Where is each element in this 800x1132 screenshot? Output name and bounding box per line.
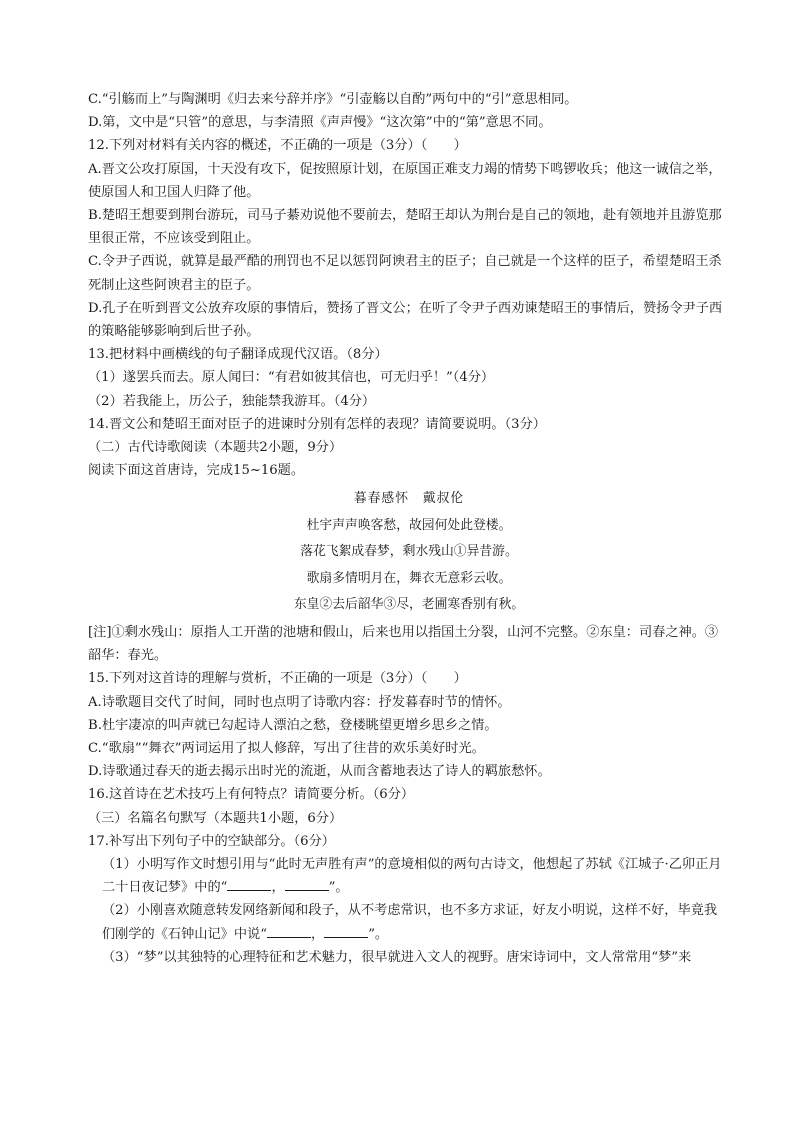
- question-16: 16.这首诗在艺术技巧上有何特点？请简要分析。（6分）: [88, 787, 415, 803]
- poem-line: 歌扇多情明月在，舞衣无意彩云收。: [306, 570, 512, 586]
- q17-p1-sep: ，: [271, 880, 285, 896]
- option-c-q11: C.“引觞而上”与陶渊明《归去来兮辞并序》“引壶觞以自酌”两句中的“引”意思相同。: [88, 92, 578, 107]
- option-b-q12: B.楚昭王想要到荆台游玩，司马子綦劝说他不要前去，楚昭王却认为荆台是自己的领地，赴有领地并且游览那里很正常，不应该受到阻止。: [88, 208, 722, 247]
- option-d-q15: D.诗歌通过春天的逝去揭示出时光的流逝，从而含蓄地表达了诗人的羁旅愁怀。: [88, 764, 551, 780]
- answer-blank[interactable]: [227, 876, 271, 891]
- option-c-q12: C.令尹子西说，就算是最严酷的刑罚也不足以惩罚阿谀君主的臣子；自己就是一个这样的臣子，希望楚昭王杀死制止这些阿谀君主的臣子。: [88, 254, 722, 293]
- poem-block: [88, 486, 730, 619]
- answer-blank[interactable]: [324, 923, 368, 938]
- poem-title: 暮春感怀 戴叔伦: [353, 491, 465, 507]
- question-14: 14.晋文公和楚昭王面对臣子的进谏时分别有怎样的表现？请简要说明。（3分）: [88, 416, 546, 432]
- question-15: 15.下列对这首诗的理解与赏析，不正确的一项是（3分）（ ）: [88, 671, 467, 687]
- question-17: 17.补写出下列句子中的空缺部分。（6分）: [88, 833, 335, 849]
- question-12: 12.下列对材料有关内容的概述，不正确的一项是（3分）（ ）: [88, 138, 467, 154]
- question-17-part3: （3）“梦”以其独特的心理特征和艺术魅力，很早就进入文人的视野。唐宋诗词中，文人常常用“梦”来: [102, 949, 692, 965]
- question-13-part2: （2）若我能上，历公子，独能禁我游耳。（4分）: [88, 393, 376, 409]
- option-d-q12: D.孔子在听到晋文公放弃攻原的事情后，赞扬了晋文公；在听了令尹子西劝谏楚昭王的事情后，赞扬令尹子西的策略能够影响到后世子孙。: [88, 300, 723, 340]
- q17-p2-text: （2）小刚喜欢随意转发网络新闻和段子，从不考虑常识，也不多方求证，好友小明说，这样不好，毕竟我们刚学的《石钟山记》中说“: [102, 903, 718, 942]
- question-17-part2: [88, 899, 730, 945]
- option-d-q11: D.第，文中是“只管”的意思，与李清照《声声慢》“这次第”中的“第”意思不同。: [88, 115, 552, 131]
- poetry-instruction: 阅读下面这首唐诗，完成15~16题。: [88, 463, 305, 479]
- section-recitation-heading: （三）名篇名句默写（本题共1小题，6分）: [88, 810, 343, 826]
- poem-line: 落花飞絮成春梦，剩水残山①异昔游。: [300, 544, 518, 560]
- answer-blank[interactable]: [267, 923, 311, 938]
- q17-p1-text: （1）小明写作文时想引用与“此时无声胜有声”的意境相似的两句古诗文，他想起了苏轼《江城子·乙卯正月二十日夜记梦》中的“: [102, 856, 722, 896]
- question-13: 13.把材料中画横线的句子翻译成现代汉语。（8分）: [88, 347, 388, 363]
- q17-p1-end: ”。: [328, 880, 349, 896]
- option-a-q12: A.晋文公攻打原国，十天没有攻下，促按照原计划，在原国正难支力竭的情势下鸣锣收兵；他这一诚信之举，使原国人和卫国人归降了他。: [88, 161, 722, 200]
- poem-notes: [注]①剩水残山：原指人工开凿的池塘和假山，后来也用以指国土分裂，山河不完整。②东皇：司春之神。③韶华：春光。: [88, 624, 719, 664]
- question-17-part1: [88, 853, 730, 899]
- option-b-q15: B.杜宇凄凉的叫声就已勾起诗人漂泊之愁，登楼眺望更增乡思乡之情。: [88, 717, 498, 733]
- poem-line: 东皇②去后韶华③尽，老圃寒香别有秋。: [293, 597, 525, 613]
- option-a-q15: A.诗歌题目交代了时间，同时也点明了诗歌内容：抒发暮春时节的情怀。: [88, 694, 511, 710]
- q17-p2-end: ”。: [368, 926, 389, 942]
- option-c-q15: C.“歌扇”“舞衣”两词运用了拟人修辞，写出了往昔的欢乐美好时光。: [88, 740, 485, 756]
- q17-p2-sep: ，: [311, 926, 325, 942]
- poem-line: 杜宇声声唤客愁，故园何处此登楼。: [306, 517, 512, 533]
- answer-blank[interactable]: [285, 876, 329, 891]
- question-13-part1: （1）遂罢兵而去。原人闻曰：“有君如彼其信也，可无归乎！”（4分）: [88, 370, 495, 386]
- section-poetry-heading: （二）古代诗歌阅读（本题共2小题，9分）: [88, 440, 343, 456]
